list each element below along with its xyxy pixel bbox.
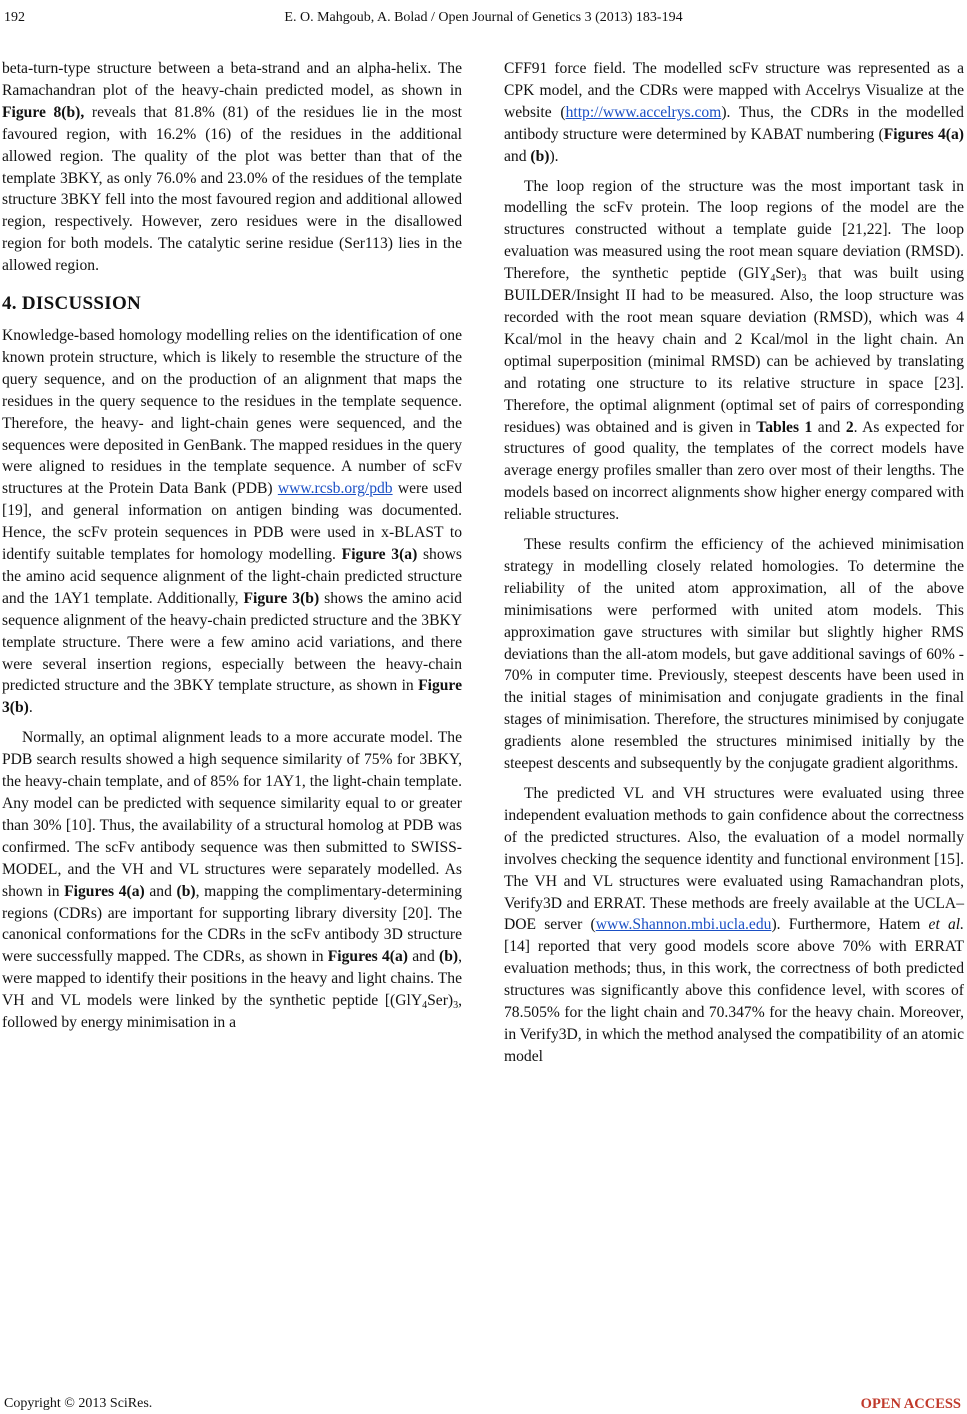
page-number: 192 — [4, 10, 25, 25]
figure-ref[interactable]: (b) — [439, 948, 459, 966]
figure-ref[interactable]: Figure 3(b) — [243, 589, 320, 607]
pdb-link[interactable]: www.rcsb.org/pdb — [277, 480, 393, 498]
open-access-badge: OPEN ACCESS — [860, 1396, 961, 1412]
paragraph-discussion-1: Knowledge-based homology modelling relies on the identification of one known protein structure, which is likely to resemble the structure of the query sequence, and on the production of an alignment that maps the residues in the query sequence to the residues in the template sequence. Therefore, the heavy- and light-chain genes were sequenced, and the sequences were deposited in GenBank. The mapped residues in the query were aligned to residues in the template sequence. A number of scFv structures at the Protein Data Bank (PDB) www.rcsb.org/pdb were used [19], and general information on antigen binding was documented. Hence, the scFv protein sequences in PDB were used in x-BLAST to identify suitable templates for homology modelling. Figure 3(a) shows the amino acid sequence alignment of the light-chain predicted structure and the 1AY1 template. Additionally, Figure 3(b) shows the amino acid sequence alignment of the heavy-chain predicted structure and the 3BKY template structure. There were a few amino acid variations, and there were several insertion regions, especially between the heavy-chain predicted structure and the 3BKY template structure, as shown in Figure 3(b). — [2, 326, 462, 717]
figure-ref[interactable]: (b) — [530, 147, 550, 165]
figure-ref[interactable]: Figures 4(a) — [327, 948, 408, 966]
figure-ref[interactable]: Figures 4(a) — [883, 125, 964, 143]
left-column — [2, 58, 462, 1034]
table-ref[interactable]: 2 — [845, 418, 854, 436]
paragraph-cdr-mapping: CFF91 force field. The modelled scFv structure was represented as a CPK model, and the CDRs were mapped with Accelrys Visualize at the website (http://www.accelrys.com). Thus, the CDRs in the modelled antibody structure were determined by KABAT numbering (Figures 4(a) and (b)). — [504, 60, 964, 165]
accelrys-link[interactable]: http://www.accelrys.com — [565, 103, 722, 121]
figure-ref[interactable]: Figure 3(b) — [2, 677, 462, 717]
paragraph-loop-region: The loop region of the structure was the most important task in modelling the scFv protein. The loop regions of the model are the structures constructed without a template guide [21,22]. The loop evaluation was measured using the root mean square deviation (RMSD). Therefore, the synthetic peptide $(GlY_4Ser)_3$ that was built using BUILDER/Insight II had to be measured. Also, the loop structure was recorded with the root mean square deviation (RMSD), which was 4 Kcal/mol in the heavy chain and 2 Kcal/mol in the light chain. An optimal superposition (minimal RMSD) can be achieved by translating and rotating one structure to its relative structure in space [23]. Therefore, the optimal alignment (optimal set of pairs of corresponding residues) was obtained and is given in Tables 1 and 2. As expected for structures of good quality, the templates of the correct models have average energy profiles smaller than zero over most of their lengths. The models based on incorrect alignments show higher energy compared with reliable structures. — [504, 177, 965, 524]
figure-ref[interactable]: Figure 8(b), — [2, 103, 85, 121]
ucla-server-link[interactable]: www.Shannon.mbi.ucla.edu — [595, 916, 772, 934]
copyright-notice: Copyright © 2013 SciRes. — [4, 1396, 153, 1411]
figure-ref[interactable]: Figure 3(a) — [341, 546, 418, 564]
paragraph-minimisation: These results confirm the efficiency of the achieved minimisation strategy in modelling closely related homologies. To determine the reliability of the united atom approximation, all of the above minimisations were performed with united atom models. This approximation gave structures with similar but slightly higher RMS deviations than the all-atom models, but gave additional savings of 60% - 70% in computer time. Previously, steepest descents have been used in the initial stages of minimisation and conjugate gradients in the final stages of minimisation. Therefore, the structures minimised by conjugate gradients alone resembled the structures minimised initially by the steepest descents and subsequently by the conjugate gradient algorithms. — [504, 536, 964, 773]
paragraph-evaluation: The predicted VL and VH structures were evaluated using three independent evaluation methods to gain confidence about the correctness of the predicted structures. Also, the evaluation of a model normally involves checking the sequence identity and functional environment [15]. The VH and VL structures were evaluated using Ramachandran plots, Verify3D and ERRAT. These methods are freely available at the UCLA–DOE server (www.Shannon.mbi.ucla.edu). Furthermore, Hatem et al. [14] reported that very good models score above 70% with ERRAT evaluation methods; thus, in this work, the correctness of both predicted structures was significantly above this confidence level, with scores of 78.505% for the light chain and 70.347% for the heavy chain. Moreover, in Verify3D, in which the method analysed the compatibility of an atomic model — [504, 785, 965, 1065]
figure-ref[interactable]: Figures 4(a) — [64, 882, 145, 900]
page-header — [0, 10, 967, 32]
paragraph-results-ramachandran: beta-turn-type structure between a beta-strand and an alpha-helix. The Ramachandran plot of the heavy-chain predicted model, as shown in Figure 8(b), reveals that 81.8% (81) of the residues lie in the most favoured region, with 16.2% (16) of the residues in the additional allowed region. The quality of the plot was better than that of the template 3BKY, as only 76.0% and 23.0% of the residues of the template structure 3BKY fell into the most favoured region and additional allowed region, respectively. However, zero residues were in the disallowed region for both models. The catalytic serine residue (Ser113) lies in the allowed region. — [2, 60, 462, 275]
paragraph-discussion-2: Normally, an optimal alignment leads to a more accurate model. The PDB search results showed a high sequence similarity of 75% for 3BKY, the heavy-chain template, and of 85% for 1AY1, the light-chain template. Any model can be predicted with sequence similarity equal to or greater than 30% [10]. Thus, the availability of a structural homolog at PDB was confirmed. The scFv antibody sequence was then submitted to SWISS-MODEL, and the VH and VL structures were separately modelled. As shown in Figures 4(a) and (b), mapping the complimentary-determining regions (CDRs) are important for supporting library diversity [20]. The canonical conformations for the CDRs in the scFv antibody 3D structure were successfully mapped. The CDRs, as shown in Figures 4(a) and (b), were mapped to identify their positions in the heavy and light chains. The VH and VL models were linked by the synthetic peptide [$(GlY_4Ser)_3$, followed by energy minimisation in a — [2, 729, 463, 1032]
table-ref[interactable]: Tables 1 — [756, 418, 813, 436]
figure-ref[interactable]: (b) — [176, 882, 196, 900]
running-title: E. O. Mahgoub, A. Bolad / Open Journal of Genetics 3 (2013) 183-194 — [284, 10, 683, 25]
right-column — [504, 58, 964, 1068]
section-heading-discussion: 4. DISCUSSION — [2, 293, 142, 315]
